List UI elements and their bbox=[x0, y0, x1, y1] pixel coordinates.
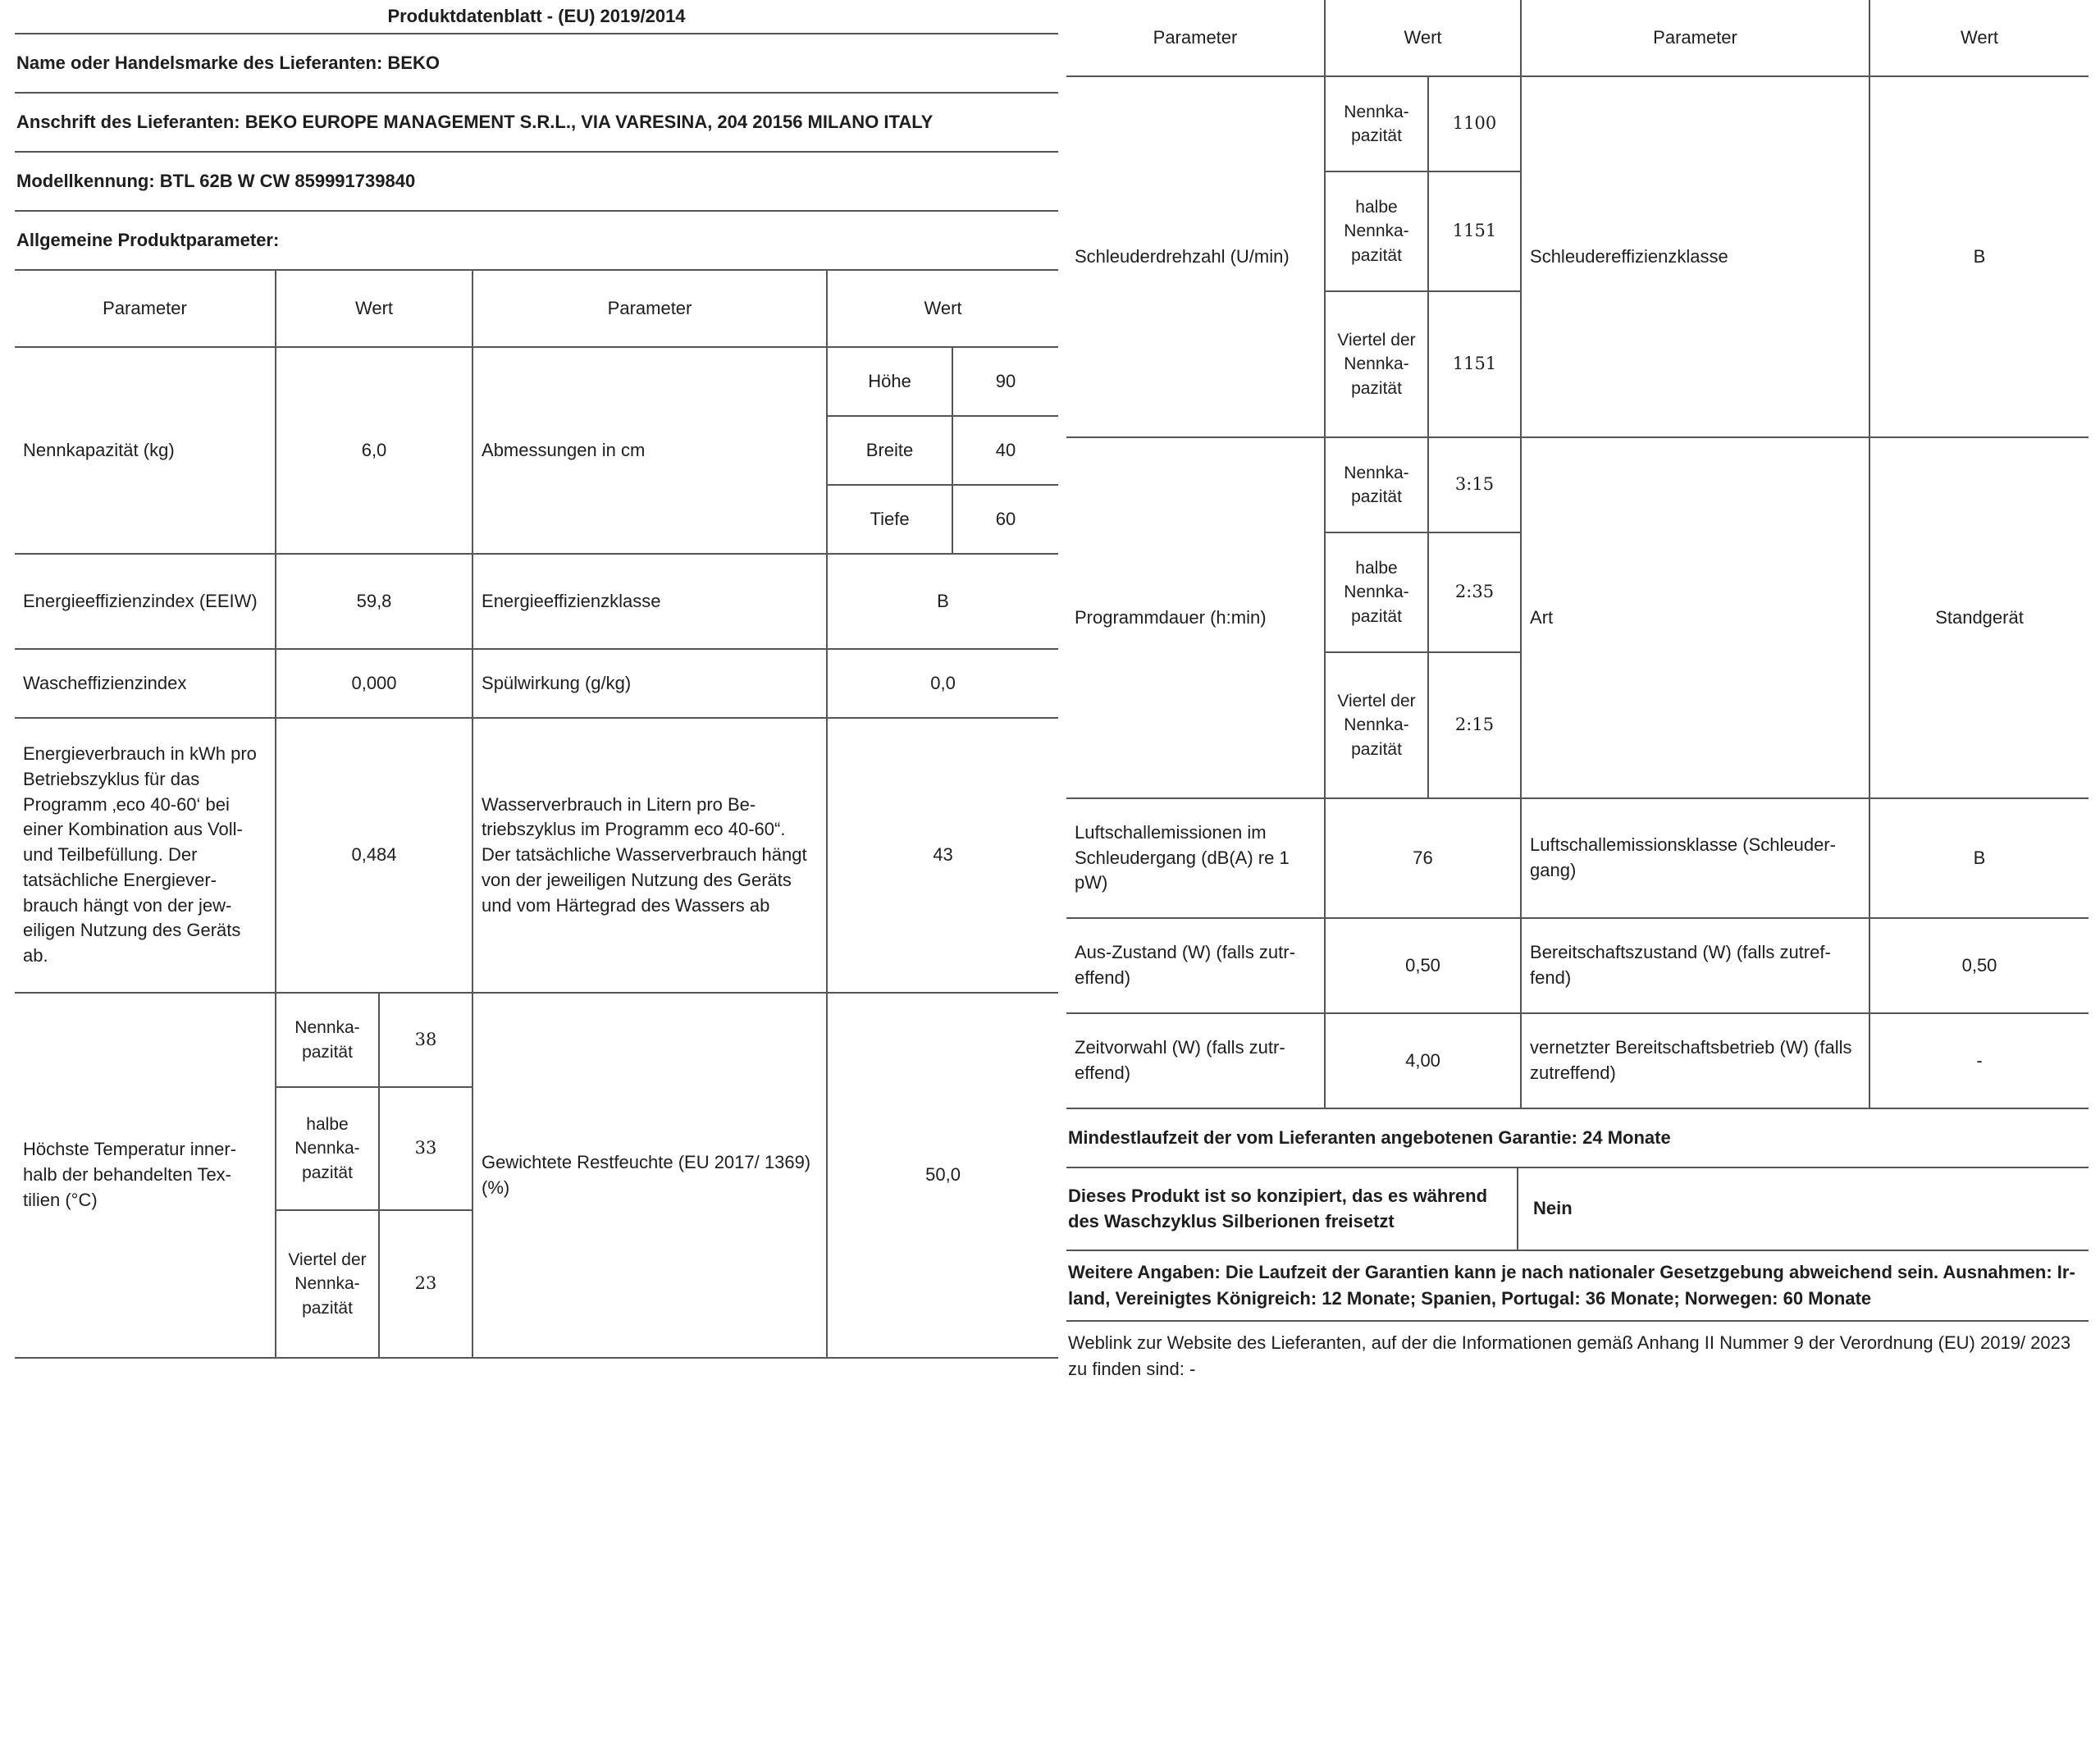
wash-index-value: 0,000 bbox=[276, 649, 472, 718]
height-value: 90 bbox=[952, 347, 1058, 416]
load-half-label: halbe Nennka-pazität bbox=[1325, 532, 1428, 652]
rinse-label: Spülwirkung (g/kg) bbox=[472, 649, 827, 718]
water-consumption-label: Wasserverbrauch in Litern pro Be-triebszyklus im Programm eco 40-60“. Der tatsächliche Wasserverbrauch hängt von der jeweiligen Nutzung des Geräts und vom Härtegrad des Wassers ab bbox=[472, 718, 827, 993]
type-label: Art bbox=[1521, 437, 1869, 798]
spin-class-value: B bbox=[1869, 76, 2089, 437]
performance-table bbox=[1066, 0, 2089, 1109]
noise-value: 76 bbox=[1325, 798, 1521, 918]
weblink-text: Weblink zur Website des Lieferanten, auf der die Informationen gemäß Anhang II Nummer 9 der Verordnung (EU) 2019/ 2023 zu finden sind: - bbox=[1068, 1332, 2071, 1379]
spin-full-value: 1100 bbox=[1428, 76, 1521, 171]
col-header-parameter: Parameter bbox=[15, 271, 276, 347]
col-header-value: Wert bbox=[1869, 0, 2089, 76]
rinse-value: 0,0 bbox=[827, 649, 1058, 718]
spin-speed-label: Schleuderdrehzahl (U/min) bbox=[1066, 76, 1325, 437]
width-label: Breite bbox=[827, 416, 952, 485]
sheet-title: Produktdatenblatt - (EU) 2019/2014 bbox=[15, 0, 1058, 34]
right-column bbox=[1066, 0, 2089, 1391]
spin-class-label: Schleudereffizienzklasse bbox=[1521, 76, 1869, 437]
load-half-label: halbe Nennka-pazität bbox=[276, 1087, 379, 1210]
capacity-value: 6,0 bbox=[276, 347, 472, 554]
height-label: Höhe bbox=[827, 347, 952, 416]
program-duration-label: Programmdauer (h:min) bbox=[1066, 437, 1325, 798]
load-full-label: Nennka-pazität bbox=[1325, 76, 1428, 171]
width-value: 40 bbox=[952, 416, 1058, 485]
table-header-row bbox=[15, 271, 1058, 347]
eei-value: 59,8 bbox=[276, 554, 472, 649]
table-row bbox=[1066, 798, 2089, 918]
silver-ions-value: Nein bbox=[1518, 1168, 2089, 1250]
table-header-row bbox=[1066, 0, 2089, 76]
eei-label: Energieeffizienzindex (EEIW) bbox=[15, 554, 276, 649]
table-row bbox=[1066, 1168, 2089, 1250]
load-half-label: halbe Nennka-pazität bbox=[1325, 171, 1428, 291]
moisture-value: 50,0 bbox=[827, 993, 1058, 1358]
load-full-label: Nennka-pazität bbox=[1325, 437, 1428, 532]
col-header-parameter: Parameter bbox=[472, 271, 827, 347]
table-row bbox=[15, 347, 1058, 416]
load-full-label: Nennka-pazität bbox=[276, 993, 379, 1087]
load-quarter-label: Viertel der Nennka-pazität bbox=[1325, 291, 1428, 437]
delay-start-label: Zeitvorwahl (W) (falls zutr-effend) bbox=[1066, 1013, 1325, 1108]
table-row bbox=[1066, 437, 2089, 532]
duration-half-value: 2:35 bbox=[1428, 532, 1521, 652]
energy-class-value: B bbox=[827, 554, 1058, 649]
duration-quarter-value: 2:15 bbox=[1428, 652, 1521, 798]
warranty-text: Mindestlaufzeit der vom Lieferanten angebotenen Garantie: 24 Monate bbox=[1066, 1109, 2089, 1168]
energy-consumption-label: Energieverbrauch in kWh pro Betriebszyklus für das Programm ‚eco 40-60‘ bei einer Kombination aus Voll- und Teilbefüllung. Der tatsächliche Energiever-brauch hängt von der jew-eiligen Nutzung des Geräts ab. bbox=[15, 718, 276, 993]
silver-ions-label: Dieses Produkt ist so konzipiert, das es während des Waschzyklus Silberionen freisetzt bbox=[1066, 1168, 1518, 1250]
temperature-label: Höchste Temperatur inner-halb der behandelten Tex-tilien (°C) bbox=[15, 993, 276, 1358]
left-column bbox=[15, 0, 1058, 1359]
temp-full-value: 38 bbox=[379, 993, 472, 1087]
table-row bbox=[1066, 76, 2089, 171]
col-header-value: Wert bbox=[827, 271, 1058, 347]
table-row bbox=[15, 554, 1058, 649]
noise-label: Luftschallemissionen im Schleudergang (dB(A) re 1 pW) bbox=[1066, 798, 1325, 918]
load-quarter-label: Viertel der Nennka-pazität bbox=[1325, 652, 1428, 798]
standby-value: 0,50 bbox=[1869, 918, 2089, 1013]
type-value: Standgerät bbox=[1869, 437, 2089, 798]
table-row bbox=[15, 649, 1058, 718]
table-row bbox=[15, 993, 1058, 1087]
off-mode-value: 0,50 bbox=[1325, 918, 1521, 1013]
wash-index-label: Wascheffizienzindex bbox=[15, 649, 276, 718]
dimensions-label: Abmessungen in cm bbox=[472, 347, 827, 554]
standby-label: Bereitschaftszustand (W) (falls zutref-fend) bbox=[1521, 918, 1869, 1013]
spin-half-value: 1151 bbox=[1428, 171, 1521, 291]
networked-standby-label: vernetzter Bereitschaftsbetrieb (W) (falls zutreffend) bbox=[1521, 1013, 1869, 1108]
temp-half-value: 33 bbox=[379, 1087, 472, 1210]
supplier-address: Anschrift des Lieferanten: BEKO EUROPE MANAGEMENT S.R.L., VIA VARESINA, 204 20156 MILANO ITALY bbox=[15, 94, 1058, 153]
energy-class-label: Energieeffizienzklasse bbox=[472, 554, 827, 649]
general-params-heading: Allgemeine Produktparameter: bbox=[15, 212, 1058, 271]
capacity-label: Nennkapazität (kg) bbox=[15, 347, 276, 554]
load-quarter-label: Viertel der Nennka-pazität bbox=[276, 1210, 379, 1358]
more-info-text: Weitere Angaben: Die Laufzeit der Garantien kann je nach nationaler Gesetzgebung abweichend sein. Ausnahmen: Ir-land, Vereinigtes Königreich: 12 Monate; Spanien, Portugal: 36 Monate; Norwegen: 60 Monate bbox=[1066, 1251, 2089, 1322]
energy-consumption-value: 0,484 bbox=[276, 718, 472, 993]
depth-value: 60 bbox=[952, 485, 1058, 554]
col-header-parameter: Parameter bbox=[1066, 0, 1325, 76]
col-header-parameter: Parameter bbox=[1521, 0, 1869, 76]
silver-ions-table bbox=[1066, 1168, 2089, 1251]
spin-quarter-value: 1151 bbox=[1428, 291, 1521, 437]
duration-full-value: 3:15 bbox=[1428, 437, 1521, 532]
temp-quarter-value: 23 bbox=[379, 1210, 472, 1358]
moisture-label: Gewichtete Restfeuchte (EU 2017/ 1369) (%) bbox=[472, 993, 827, 1358]
noise-class-value: B bbox=[1869, 798, 2089, 918]
networked-standby-value: - bbox=[1869, 1013, 2089, 1108]
supplier-name: Name oder Handelsmarke des Lieferanten: BEKO bbox=[15, 34, 1058, 94]
table-row bbox=[15, 718, 1058, 993]
noise-class-label: Luftschallemissionsklasse (Schleuder-gang) bbox=[1521, 798, 1869, 918]
table-row bbox=[1066, 1013, 2089, 1108]
general-params-table bbox=[15, 271, 1058, 1359]
model-id: Modellkennung: BTL 62B W CW 859991739840 bbox=[15, 153, 1058, 212]
off-mode-label: Aus-Zustand (W) (falls zutr-effend) bbox=[1066, 918, 1325, 1013]
delay-start-value: 4,00 bbox=[1325, 1013, 1521, 1108]
col-header-value: Wert bbox=[276, 271, 472, 347]
table-row bbox=[1066, 918, 2089, 1013]
water-consumption-value: 43 bbox=[827, 718, 1058, 993]
col-header-value: Wert bbox=[1325, 0, 1521, 76]
depth-label: Tiefe bbox=[827, 485, 952, 554]
